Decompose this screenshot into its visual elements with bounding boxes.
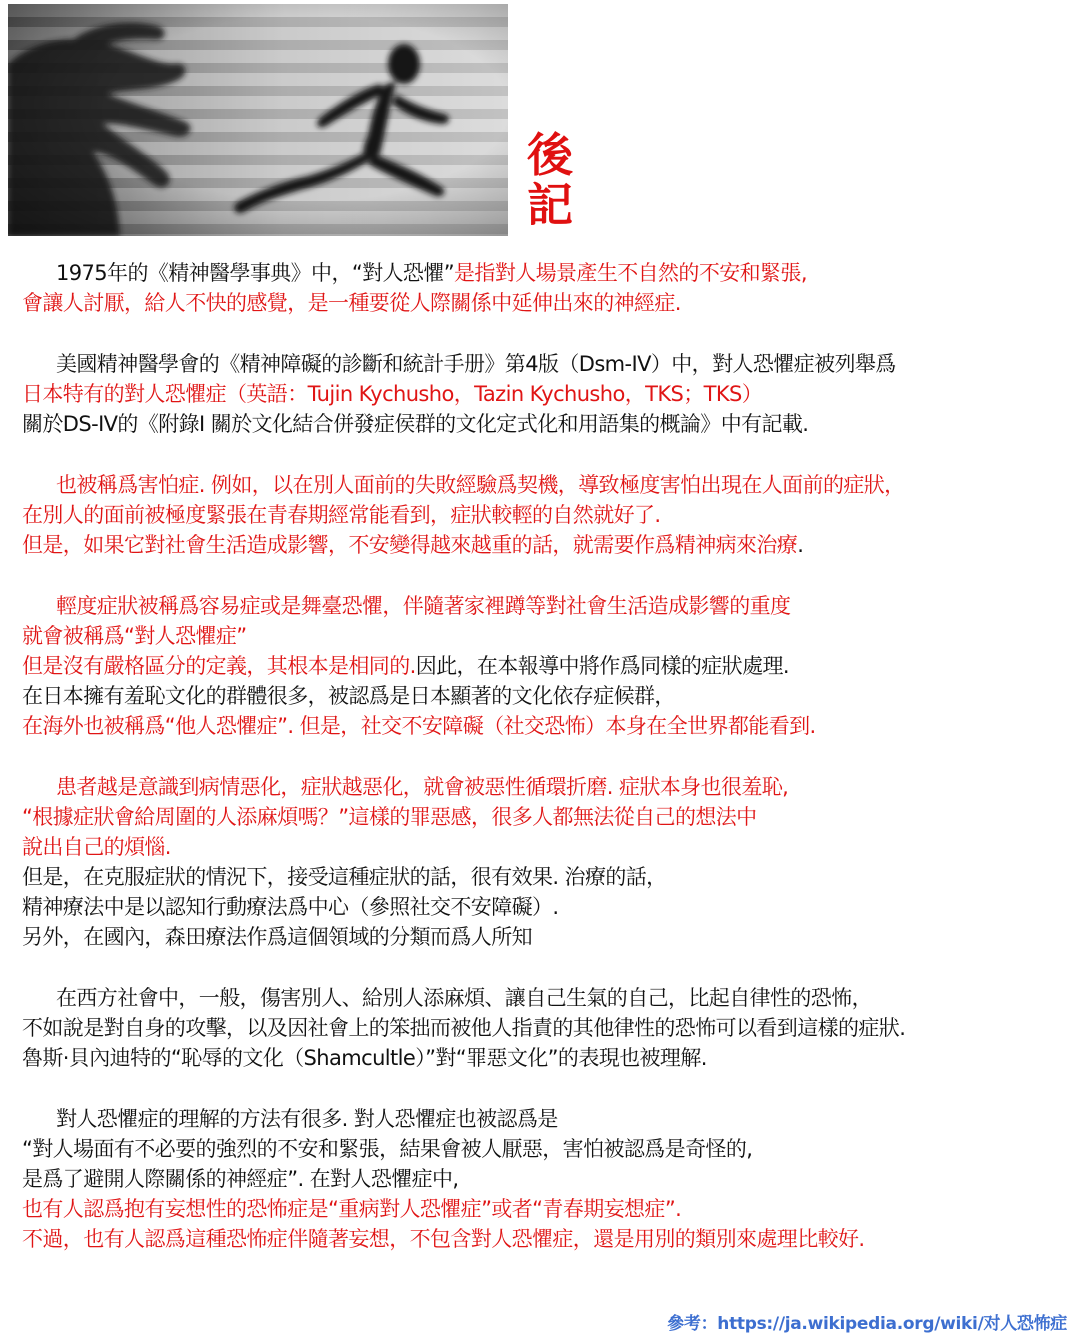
plain-text: 魯斯·貝內迪特的“恥辱的文化（Shamcultle）”對“罪惡文化”的表現也被理解. — [22, 1046, 707, 1070]
text-line — [22, 651, 1072, 681]
paragraph — [22, 470, 1072, 560]
paragraph — [22, 349, 1072, 439]
plain-text: 1975年的《精神醫學事典》中，“對人恐懼” — [56, 261, 455, 285]
article-body — [22, 258, 1072, 1285]
title-char-2: 記 — [527, 178, 573, 232]
highlighted-text: 就會被稱爲“對人恐懼症” — [22, 624, 247, 648]
highlighted-text: 但是沒有嚴格區分的定義，其根本是相同的. — [22, 654, 416, 678]
text-line — [22, 409, 1072, 439]
highlighted-text: 患者越是意識到病情惡化，症狀越惡化，就會被惡性循環折磨. 症狀本身也很羞恥, — [56, 775, 789, 799]
text-line — [22, 258, 1072, 288]
plain-text: 在西方社會中，一般，傷害別人、給別人添麻煩、讓自己生氣的自己，比起自律性的恐怖， — [56, 986, 872, 1010]
text-line — [22, 288, 1072, 318]
highlighted-text: 不過，也有人認爲這種恐怖症伴隨著妄想，不包含對人恐懼症，還是用別的類別來處理比較好. — [22, 1227, 865, 1251]
plain-text: 在日本擁有羞恥文化的群體很多，被認爲是日本顯著的文化依存症候群， — [22, 684, 675, 708]
text-line — [22, 922, 1072, 952]
paragraph — [22, 1104, 1072, 1254]
plain-text: 精神療法中是以認知行動療法爲中心（參照社交不安障礙）. — [22, 895, 559, 919]
highlighted-text: 是指對人場景產生不自然的不安和緊張, — [454, 261, 807, 285]
highlighted-text: 在海外也被稱爲“他人恐懼症”. 但是，社交不安障礙（社交恐怖）本身在全世界都能看到. — [22, 714, 816, 738]
text-line — [22, 621, 1072, 651]
shadow-silhouette-image — [8, 4, 508, 236]
text-line — [22, 1164, 1072, 1194]
paragraph — [22, 591, 1072, 741]
text-line — [22, 500, 1072, 530]
plain-text: 不如說是對自身的攻擊，以及因社會上的笨拙而被他人指責的其他律性的恐怖可以看到這樣的症狀. — [22, 1016, 906, 1040]
text-line — [22, 862, 1072, 892]
highlighted-text: 日本特有的對人恐懼症（英語：Tujin Kychusho，Tazin Kychusho，TKS；TKS） — [22, 382, 763, 406]
text-line — [22, 983, 1072, 1013]
text-line — [22, 530, 1072, 560]
highlighted-text: 會讓人討厭，給人不快的感覺，是一種要從人際關係中延伸出來的神經症. — [22, 291, 681, 315]
plain-text: . — [797, 533, 804, 557]
plain-text: “對人場面有不必要的強烈的不安和緊張，結果會被人厭惡，害怕被認爲是奇怪的, — [22, 1137, 753, 1161]
text-line — [22, 832, 1072, 862]
text-line — [22, 1104, 1072, 1134]
text-line — [22, 591, 1072, 621]
text-line — [22, 1013, 1072, 1043]
text-line — [22, 349, 1072, 379]
plain-text: 但是，在克服症狀的情況下，接受這種症狀的話，很有效果. 治療的話， — [22, 865, 667, 889]
text-line — [22, 1134, 1072, 1164]
paragraph — [22, 772, 1072, 952]
plain-text: 美國精神醫學會的《精神障礙的診斷和統計手册》第4版（Dsm-IV）中，對人恐懼症被列舉爲 — [56, 352, 896, 376]
text-line — [22, 379, 1072, 409]
highlighted-text: 也被稱爲害怕症. 例如，以在別人面前的失敗經驗爲契機，導致極度害怕出現在人面前的症狀， — [56, 473, 905, 497]
text-line — [22, 1043, 1072, 1073]
text-line — [22, 711, 1072, 741]
highlighted-text: 在別人的面前被極度緊張在青春期經常能看到，症狀較輕的自然就好了. — [22, 503, 661, 527]
page-title — [522, 130, 578, 230]
header-photo — [8, 4, 508, 236]
reference-link[interactable]: 參考：https://ja.wikipedia.org/wiki/对人恐怖症 — [667, 1314, 1067, 1334]
plain-text: 是爲了避開人際關係的神經症”. 在對人恐懼症中, — [22, 1167, 459, 1191]
plain-text: 關於DS-IV的《附錄I 關於文化結合併發症侯群的文化定式化和用語集的概論》中有記載. — [22, 412, 809, 436]
highlighted-text: 也有人認爲抱有妄想性的恐怖症是“重病對人恐懼症”或者“青春期妄想症”. — [22, 1197, 682, 1221]
paragraph — [22, 983, 1072, 1073]
title-char-1: 後 — [527, 128, 573, 182]
highlighted-text: 說出自己的煩惱. — [22, 835, 171, 859]
text-line — [22, 681, 1072, 711]
text-line — [22, 772, 1072, 802]
paragraph — [22, 258, 1072, 318]
highlighted-text: 輕度症狀被稱爲容易症或是舞臺恐懼，伴隨著家裡蹲等對社會生活造成影響的重度 — [56, 594, 791, 618]
highlighted-text: “根據症狀會給周圍的人添麻煩嗎？”這樣的罪惡感，很多人都無法從自己的想法中 — [22, 805, 757, 829]
plain-text: 對人恐懼症的理解的方法有很多. 對人恐懼症也被認爲是 — [56, 1107, 558, 1131]
highlighted-text: 但是，如果它對社會生活造成影響，不安變得越來越重的話，就需要作爲精神病來治療 — [22, 533, 798, 557]
plain-text: 另外，在國內，森田療法作爲這個領域的分類而爲人所知 — [22, 925, 532, 949]
text-line — [22, 470, 1072, 500]
text-line — [22, 802, 1072, 832]
text-line — [22, 1224, 1072, 1254]
text-line — [22, 1194, 1072, 1224]
text-line — [22, 892, 1072, 922]
plain-text: 因此，在本報導中將作爲同樣的症狀處理. — [415, 654, 789, 678]
